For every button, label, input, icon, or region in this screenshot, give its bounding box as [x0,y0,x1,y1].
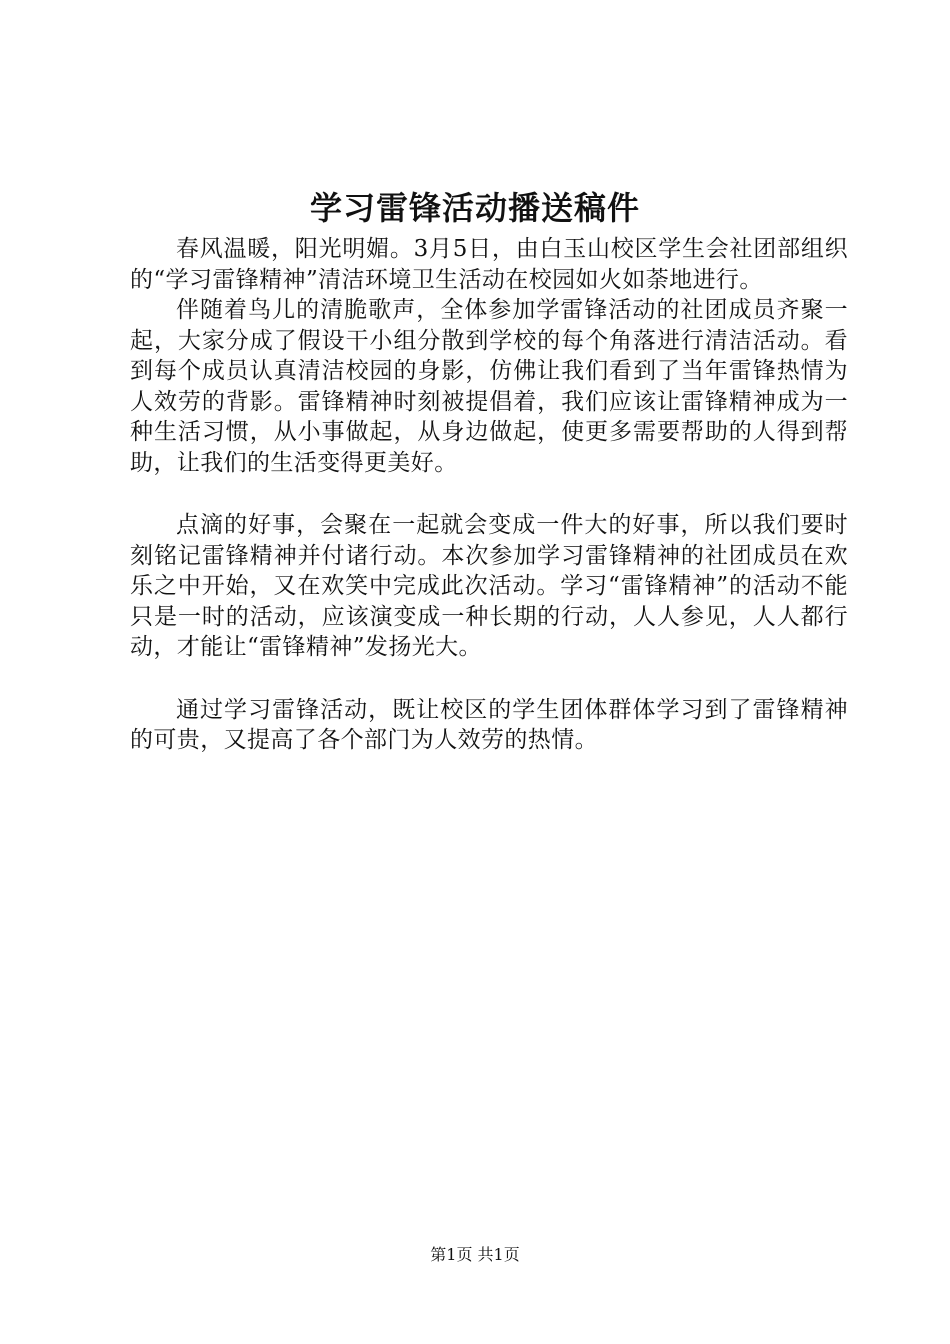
paragraph-3: 点滴的好事，会聚在一起就会变成一件大的好事，所以我们要时刻铭记雷锋精神并付诸行动。本次参加学习雷锋精神的社团成员在欢乐之中开始，又在欢笑中完成此次活动。学习“雷锋精神”的活动不能只是一时的活动，应该演变成一种长期的行动，人人参见，人人都行动，才能让“雷锋精神”发扬光大。 [130,512,848,660]
document-body [130,234,848,756]
paragraph-1: 春风温暖，阳光明媚。3月5日，由白玉山校区学生会社团部组织的“学习雷锋精神”清洁环境卫生活动在校园如火如荼地进行。 [130,236,848,293]
paragraph-4: 通过学习雷锋活动，既让校区的学生团体群体学习到了雷锋精神的可贵，又提高了各个部门为人效劳的热情。 [130,696,848,753]
document-title: 学习雷锋活动播送稿件 [309,189,640,227]
paragraph-2: 伴随着鸟儿的清脆歌声，全体参加学雷锋活动的社团成员齐聚一起，大家分成了假设干小组分散到学校的每个角落进行清洁活动。看到每个成员认真清洁校园的身影，仿佛让我们看到了当年雷锋热情为人效劳的背影。雷锋精神时刻被提倡着，我们应该让雷锋精神成为一种生活习惯，从小事做起，从身边做起，使更多需要帮助的人得到帮助，让我们的生活变得更美好。 [130,297,848,476]
page-footer: 第1页 共1页 [430,1245,520,1264]
